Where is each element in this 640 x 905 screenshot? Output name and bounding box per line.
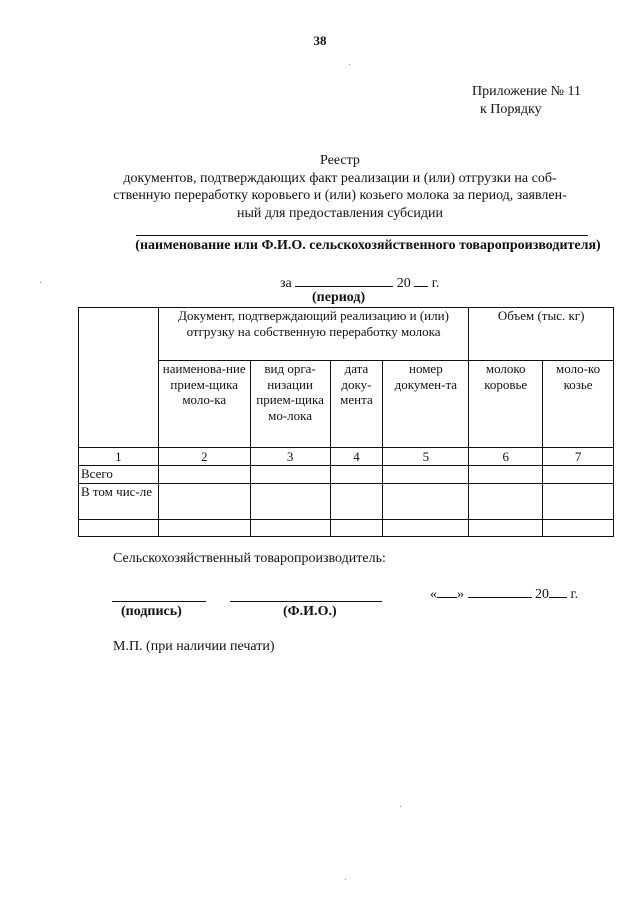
row-label-total: Всего — [79, 465, 159, 483]
table-cell — [158, 519, 250, 536]
table-cell — [330, 519, 383, 536]
title-line-3: ный для предоставления субсидии — [237, 205, 443, 221]
date-year-blank — [549, 585, 567, 598]
signature-caption: (подпись) — [121, 604, 182, 619]
table-cell — [383, 465, 469, 483]
scan-speck — [345, 879, 346, 880]
column-header-document-number: номер докумен-та — [383, 361, 469, 448]
table-cell — [330, 465, 383, 483]
column-number: 7 — [543, 448, 614, 466]
signature-date-line — [430, 585, 578, 603]
table-cell — [469, 465, 543, 483]
header-blank-cell — [79, 308, 159, 448]
column-header-goat-milk: моло-ко козье — [543, 361, 614, 448]
column-header-document-date: дата доку-мента — [330, 361, 383, 448]
table-cell — [79, 519, 159, 536]
date-month-blank — [468, 585, 532, 598]
period-caption: (период) — [312, 290, 366, 305]
column-number: 5 — [383, 448, 469, 466]
producer-name-line — [136, 235, 588, 236]
table-cell — [250, 465, 330, 483]
table-cell — [330, 483, 383, 519]
table-cell — [158, 465, 250, 483]
column-number: 2 — [158, 448, 250, 466]
column-number: 6 — [469, 448, 543, 466]
period-year-blank — [414, 274, 428, 287]
title-line-1: документов, подтверждающих факт реализации и (или) отгрузки на соб- — [123, 170, 557, 186]
column-number: 1 — [79, 448, 159, 466]
column-header-receiver-name: наименова-ние прием-щика моло-ка — [158, 361, 250, 448]
date-quote-close: » — [457, 587, 464, 602]
appendix-order: к Порядку — [480, 102, 542, 117]
table-cell — [543, 483, 614, 519]
table-cell — [543, 519, 614, 536]
scan-speck — [40, 282, 41, 283]
group-header-document: Документ, подтверждающий реализацию и (или) отгрузку на собственную переработку молока — [158, 308, 468, 361]
column-number: 3 — [250, 448, 330, 466]
column-number: 4 — [330, 448, 383, 466]
table-cell — [383, 519, 469, 536]
title-heading: Реестр — [320, 153, 360, 168]
document-title — [100, 152, 580, 222]
stamp-note: М.П. (при наличии печати) — [113, 639, 275, 654]
group-header-volume: Объем (тыс. кг) — [469, 308, 614, 361]
table-cell — [250, 483, 330, 519]
full-name-line — [230, 601, 382, 602]
table-cell — [250, 519, 330, 536]
title-line-2: ственную переработку коровьего и (или) козьего молока за период, заявлен- — [113, 188, 567, 203]
table-cell — [383, 483, 469, 519]
table-cell — [158, 483, 250, 519]
column-header-cow-milk: молоко коровье — [469, 361, 543, 448]
period-blank — [295, 274, 393, 287]
producer-caption: (наименование или Ф.И.О. сельскохозяйственного товаропроизводителя) — [135, 238, 601, 253]
date-year-prefix: 20 — [535, 587, 549, 602]
date-quote-open: « — [430, 587, 437, 602]
appendix-number: Приложение № 11 — [472, 84, 581, 99]
appendix-reference — [472, 83, 581, 119]
full-name-caption: (Ф.И.О.) — [283, 604, 337, 619]
table-cell — [469, 519, 543, 536]
page-number: 38 — [313, 33, 327, 48]
period-prefix: за — [280, 276, 292, 291]
date-day-blank — [437, 585, 457, 598]
date-suffix: г. — [570, 587, 579, 602]
table-cell — [543, 465, 614, 483]
table-cell — [469, 483, 543, 519]
period-year-prefix: 20 — [396, 276, 411, 291]
scan-speck — [400, 806, 401, 807]
row-label-including: В том чис-ле — [79, 483, 159, 519]
scan-speck — [349, 64, 350, 65]
register-table — [78, 307, 614, 537]
signature-heading: Сельскохозяйственный товаропроизводитель: — [113, 551, 386, 566]
period-suffix: г. — [431, 276, 440, 291]
column-header-receiver-org-type: вид орга-низации прием-щика мо-лока — [250, 361, 330, 448]
signature-line — [112, 601, 206, 602]
